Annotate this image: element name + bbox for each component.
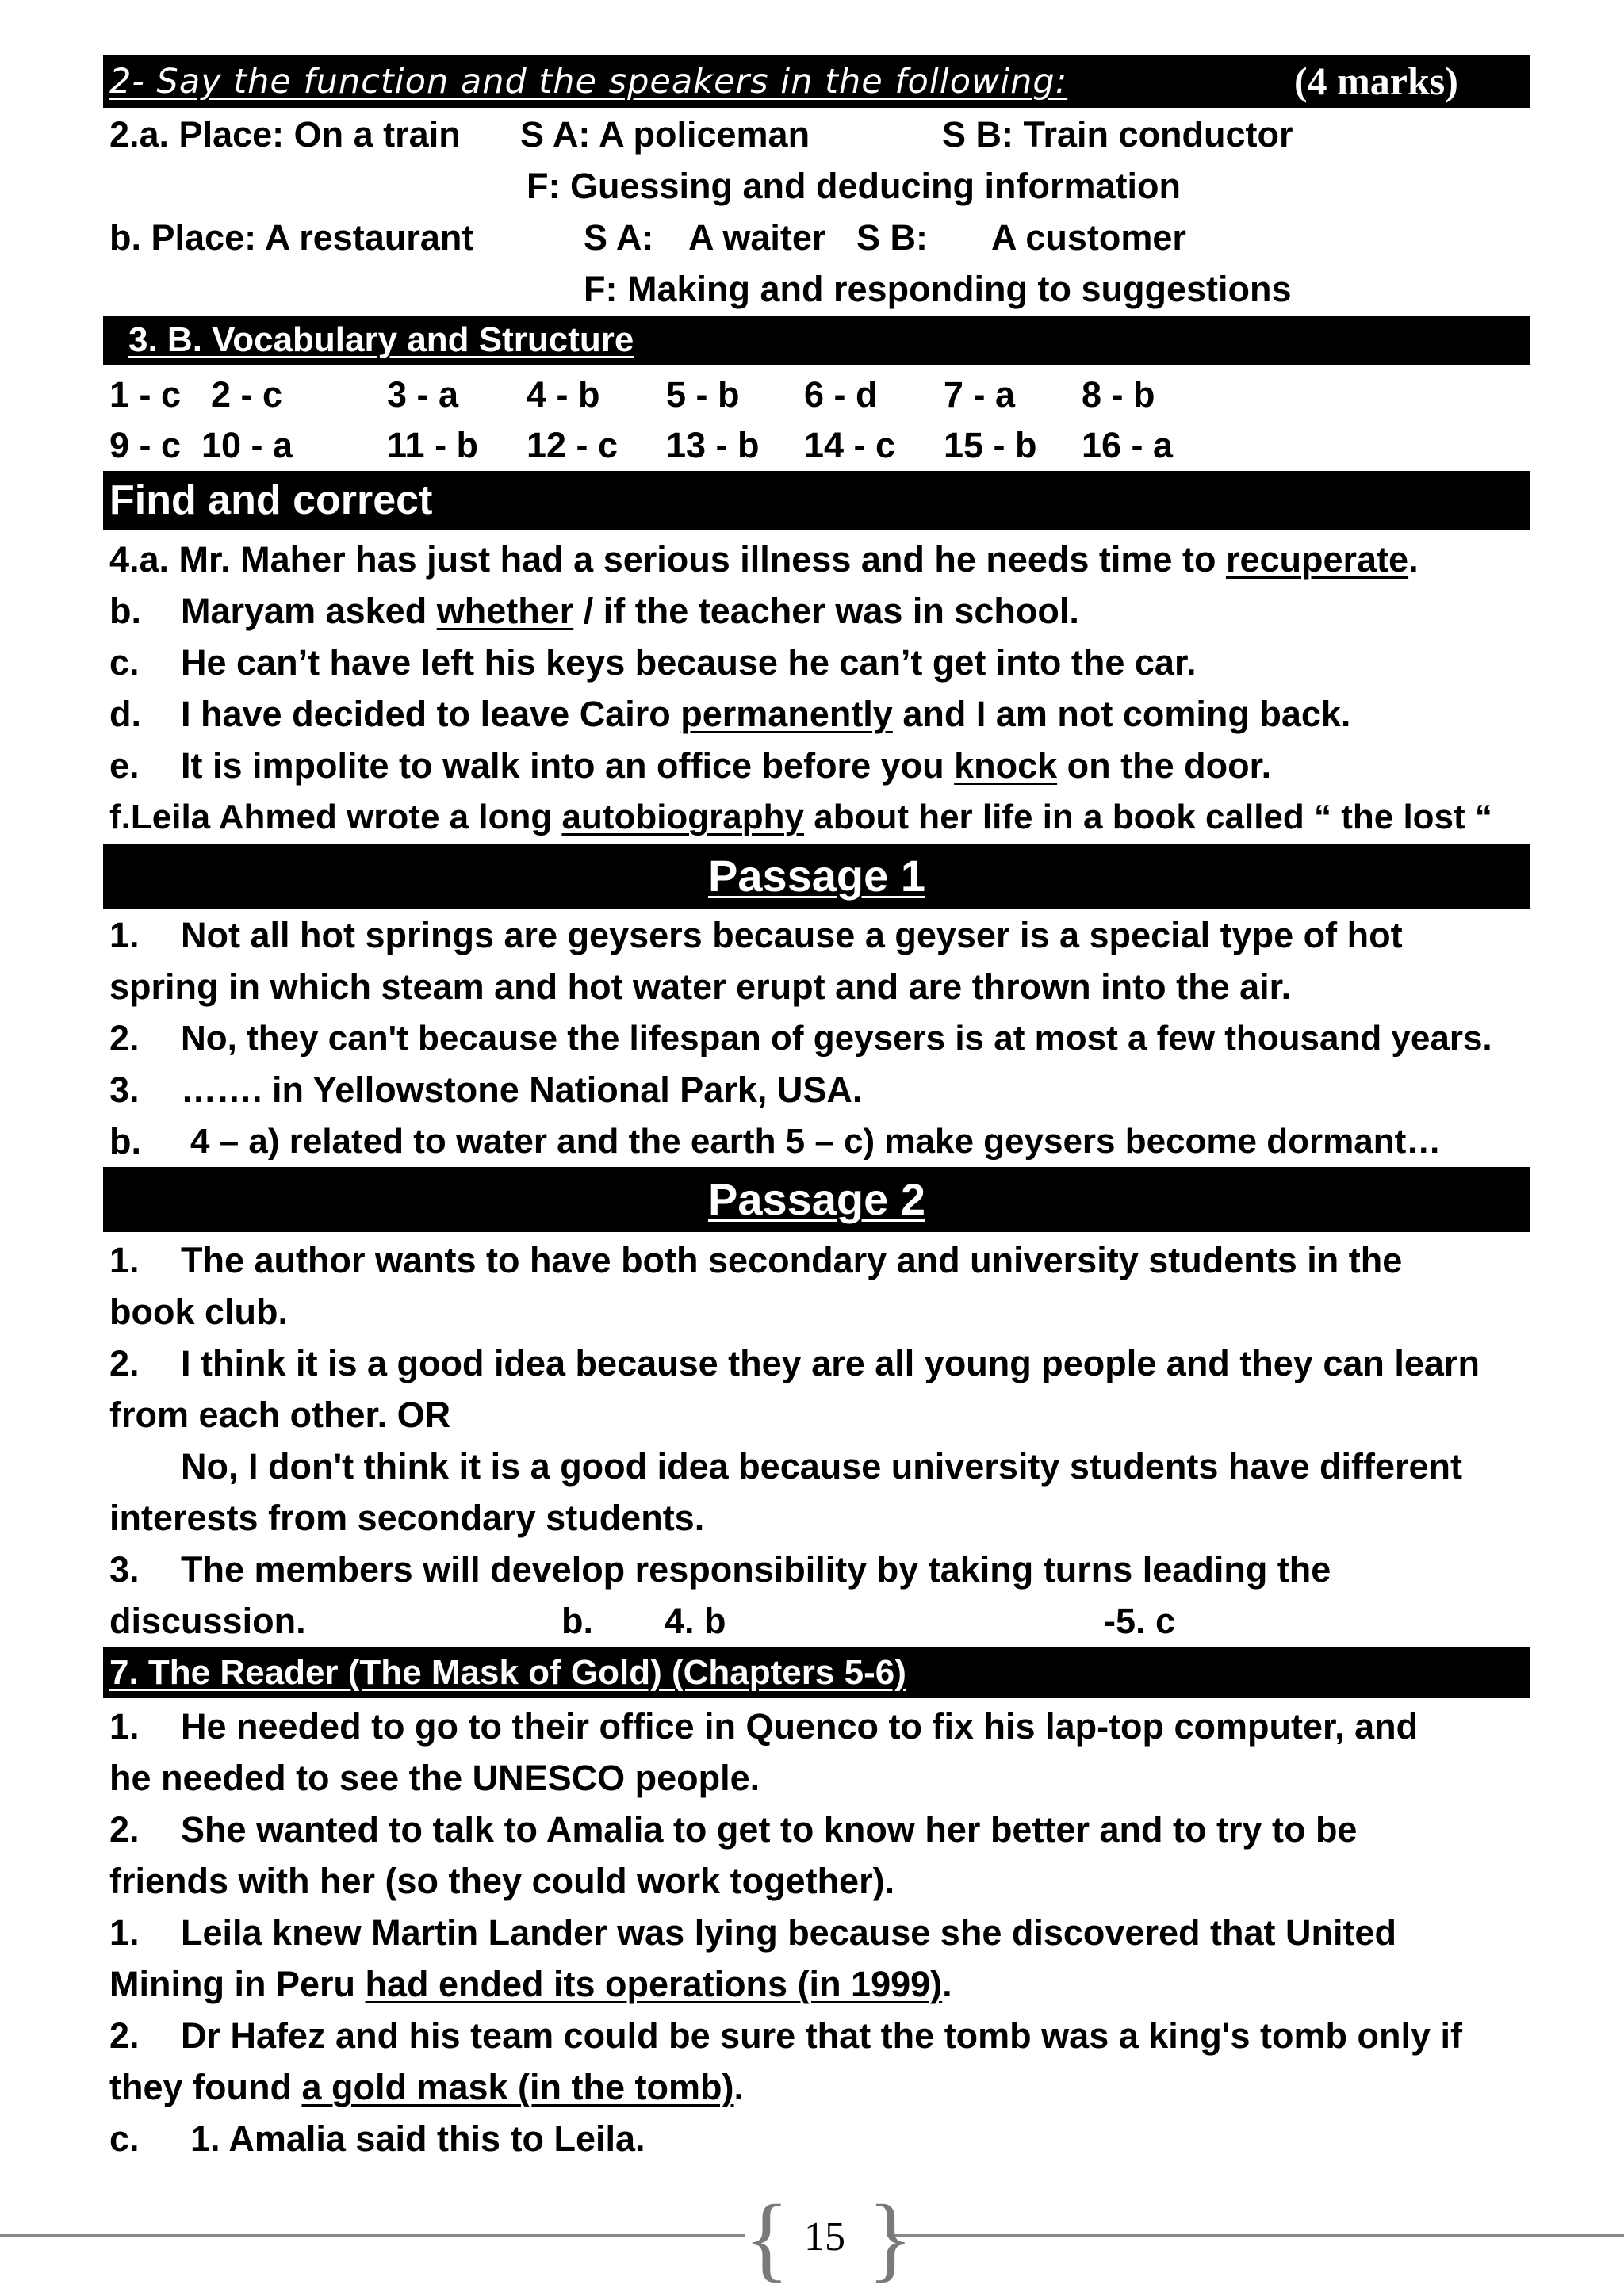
text: / if the teacher was in school. [573, 591, 1079, 631]
section-7-title: 7. The Reader (The Mask of Gold) (Chapters 5-6) [109, 1653, 906, 1692]
vocab-answer: 8 - b [1082, 374, 1155, 415]
text: on the door. [1057, 745, 1272, 786]
left-brace-icon: { [744, 2185, 790, 2290]
find-item-a [109, 534, 1419, 585]
s2-b-speaker-b-label: S B: [856, 217, 928, 258]
vocab-answer: 15 - b [944, 425, 1037, 465]
p2-q1-cont: book club. [109, 1292, 288, 1332]
s2-a-speaker-a: S A: A policeman [520, 114, 810, 155]
text: Maryam asked [181, 591, 437, 631]
find-item-f [109, 792, 1492, 843]
vocab-answer: 16 - a [1082, 425, 1174, 465]
p2-q1: The author wants to have both secondary and university students in the [181, 1240, 1403, 1280]
p1-qb: 4 – a) related to water and the earth 5 – c) make geysers become dormant… [190, 1122, 1442, 1161]
passage-2-header [103, 1167, 1530, 1232]
s7-q2-label: 2. [109, 1809, 140, 1850]
text: It is impolite to walk into an office before you [181, 745, 955, 786]
correction: whether [436, 591, 574, 631]
p2-q3-label: 3. [109, 1549, 140, 1590]
p2-q3-cont: discussion. [109, 1601, 306, 1641]
find-item-c-label: c. [109, 642, 140, 683]
s7-q2: She wanted to talk to Amalia to get to know her better and to try to be [181, 1809, 1358, 1850]
p1-q1: Not all hot springs are geysers because a geyser is a special type of hot [181, 915, 1403, 955]
p2-q2-label: 2. [109, 1343, 140, 1383]
s7-q1: He needed to go to their office in Quenco to fix his lap-top computer, and [181, 1706, 1419, 1747]
find-correct-title: Find and correct [109, 477, 433, 523]
find-item-d-label: d. [109, 694, 141, 734]
find-item-b-label: b. [109, 591, 141, 631]
vocab-answer: 13 - b [666, 425, 760, 465]
p2-b-label: b. [561, 1601, 593, 1641]
p2-q2-alt-cont: interests from secondary students. [109, 1498, 705, 1538]
s7-m2: Dr Hafez and his team could be sure that the tomb was a king's tomb only if [181, 2015, 1462, 2056]
s7-q1-cont: he needed to see the UNESCO people. [109, 1758, 760, 1798]
text: Mining in Peru [109, 1964, 366, 2004]
correction: knock [954, 745, 1058, 786]
s7-q1-label: 1. [109, 1706, 140, 1747]
s7-m2-cont [109, 2062, 744, 2113]
s2-a-place: 2.a. Place: On a train [109, 114, 461, 155]
passage-1-header [103, 844, 1530, 909]
s2-b-speaker-a-value: A waiter [688, 217, 826, 258]
text: . [1408, 539, 1419, 580]
footer-rule-right [887, 2234, 1624, 2237]
section-2-header [103, 55, 1530, 108]
p1-qb-label: b. [109, 1121, 141, 1161]
right-brace-icon: } [868, 2185, 914, 2290]
s7-m1-label: 1. [109, 1912, 140, 1953]
find-item-b [181, 586, 1079, 637]
vocab-answer: 2 - c [211, 374, 283, 415]
vocab-answer: 14 - c [804, 425, 896, 465]
text: . [733, 2067, 745, 2107]
page-number: 15 [804, 2214, 845, 2260]
find-item-e [181, 740, 1271, 791]
find-item-e-label: e. [109, 745, 140, 786]
s7-c-label: c. [109, 2118, 140, 2159]
text: they found [109, 2067, 302, 2107]
p1-q2-label: 2. [109, 1018, 140, 1058]
s7-c: 1. Amalia said this to Leila. [190, 2118, 645, 2159]
vocab-answer: 7 - a [944, 374, 1016, 415]
passage-1-title: Passage 1 [708, 851, 925, 901]
correction: recuperate [1225, 539, 1409, 580]
p2-q2-alt: No, I don't think it is a good idea because university students have different [181, 1446, 1462, 1487]
p1-q1-cont: spring in which steam and hot water erupt and are thrown into the air. [109, 966, 1292, 1007]
s2-a-function: F: Guessing and deducing information [527, 166, 1182, 206]
vocab-answer: 9 - c [109, 425, 182, 465]
text: and I am not coming back. [892, 694, 1351, 734]
vocab-answer: 5 - b [666, 374, 740, 415]
vocab-answer: 12 - c [527, 425, 619, 465]
correction: autobiography [561, 798, 804, 836]
s2-b-speaker-a-label: S A: [584, 217, 654, 258]
find-item-c: He can’t have left his keys because he can’t get into the car. [181, 642, 1197, 683]
key-phrase: a gold mask (in the tomb) [301, 2067, 734, 2107]
passage-2-title: Passage 2 [708, 1174, 925, 1224]
vocab-answer: 6 - d [804, 374, 878, 415]
correction: permanently [680, 694, 893, 734]
vocab-answer: 1 - c [109, 374, 182, 415]
p2-b4: 4. b [665, 1601, 726, 1641]
vocab-answer: 3 - a [387, 374, 459, 415]
p1-q3-label: 3. [109, 1070, 140, 1110]
text: about her life in a book called “ the lost “ [804, 798, 1492, 836]
s2-b-function: F: Making and responding to suggestions [584, 269, 1292, 309]
s7-m2-label: 2. [109, 2015, 140, 2056]
text: 4.a. Mr. Maher has just had a serious illness and he needs time to [109, 539, 1226, 580]
text: . [942, 1964, 952, 2004]
section-2-marks: (4 marks) [1294, 59, 1458, 103]
s7-m1: Leila knew Martin Lander was lying because she discovered that United [181, 1912, 1396, 1953]
vocab-answer: 11 - b [387, 425, 479, 465]
vocab-answer: 4 - b [527, 374, 600, 415]
p2-q2-cont: from each other. OR [109, 1395, 451, 1435]
key-phrase: had ended its operations (in 1999) [365, 1964, 943, 2004]
find-item-d [181, 689, 1350, 740]
s7-m1-cont [109, 1959, 952, 2010]
section-3-title: 3. B. Vocabulary and Structure [128, 320, 634, 359]
section-7-header [103, 1647, 1530, 1698]
text: f.Leila Ahmed wrote a long [109, 798, 562, 836]
p1-q1-label: 1. [109, 915, 140, 955]
s7-q2-cont: friends with her (so they could work together). [109, 1861, 895, 1901]
p1-q2: No, they can't because the lifespan of geysers is at most a few thousand years. [181, 1019, 1492, 1058]
footer-rule-left [0, 2234, 745, 2237]
vocab-answer: 10 - a [201, 425, 293, 465]
p1-q3: ……. in Yellowstone National Park, USA. [181, 1070, 863, 1110]
s2-b-place: b. Place: A restaurant [109, 217, 474, 258]
section-3-header [103, 316, 1530, 365]
p2-q1-label: 1. [109, 1240, 140, 1280]
p2-q2: I think it is a good idea because they are all young people and they can learn [181, 1343, 1480, 1383]
s2-a-speaker-b: S B: Train conductor [942, 114, 1293, 155]
p2-q3: The members will develop responsibility by taking turns leading the [181, 1549, 1331, 1590]
find-correct-header [103, 471, 1530, 530]
s2-b-speaker-b-value: A customer [991, 217, 1186, 258]
section-2-title: 2- Say the function and the speakers in the following: [109, 62, 1068, 101]
p2-b5: -5. c [1104, 1601, 1176, 1641]
text: I have decided to leave Cairo [181, 694, 681, 734]
